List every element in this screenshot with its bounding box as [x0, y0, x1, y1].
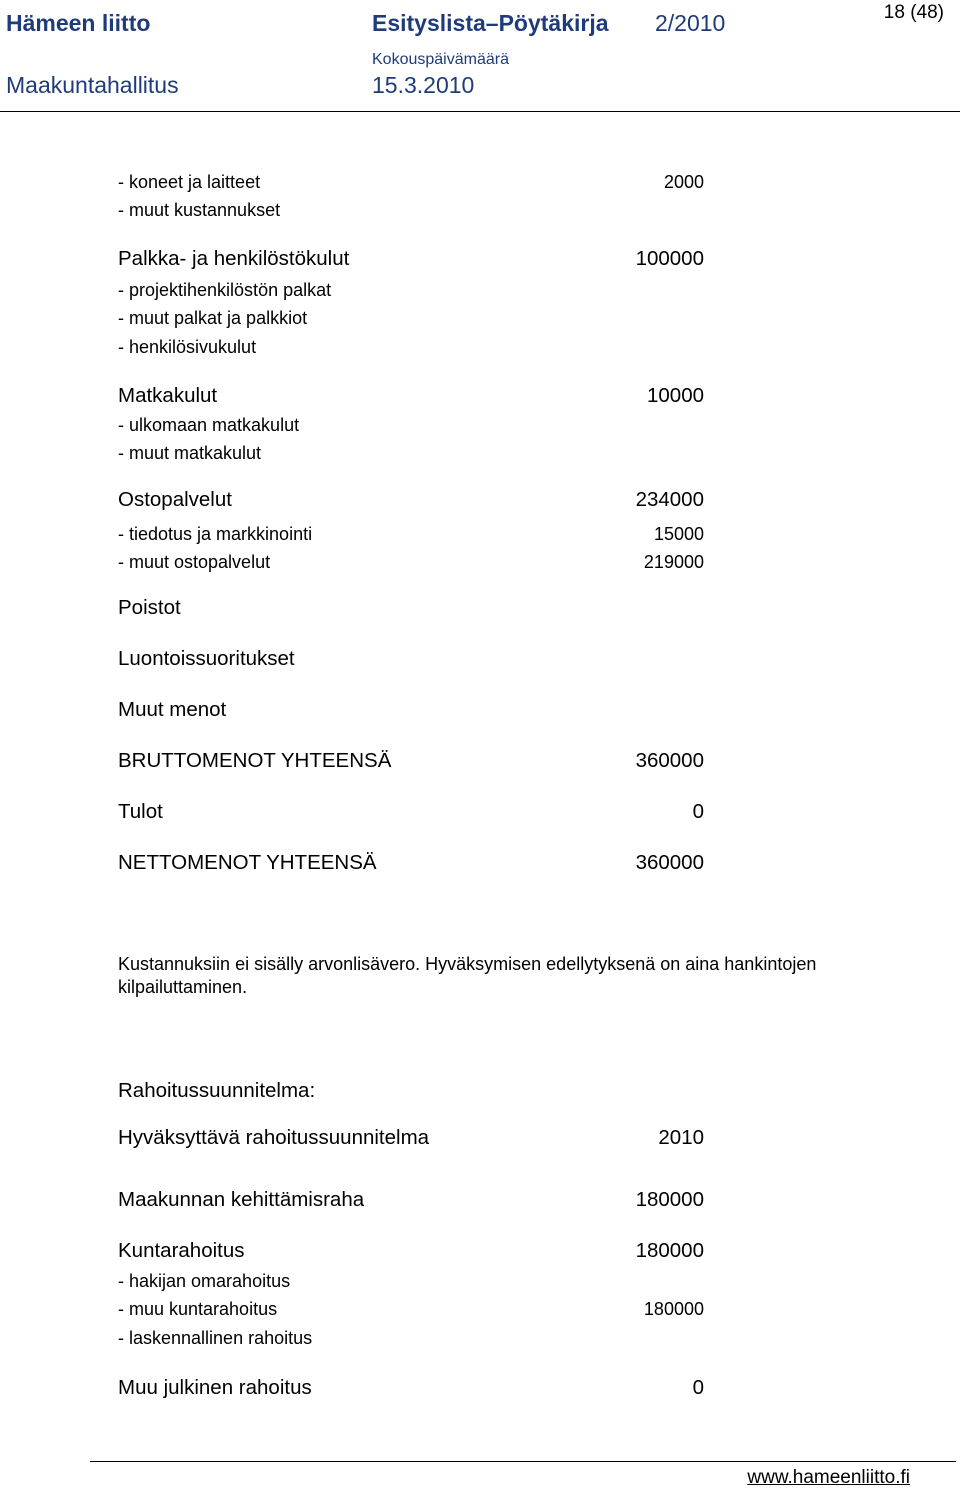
funding-label: Maakunnan kehittämisraha [118, 1188, 365, 1211]
funding-heading: Rahoitussuunnitelma: [118, 1079, 316, 1102]
footer-divider [90, 1461, 956, 1462]
income-label: Tulot [118, 800, 163, 823]
governing-body: Maakuntahallitus [6, 72, 179, 98]
funding-value: 0 [692, 1376, 704, 1399]
gross-total-value: 360000 [635, 749, 704, 772]
funding-label: Muu julkinen rahoitus [118, 1376, 312, 1399]
funding-label: Hyväksyttävä rahoitussuunnitelma [118, 1126, 430, 1149]
cost-label: - muut kustannukset [118, 200, 281, 220]
cost-value: 15000 [653, 524, 704, 544]
cost-label: - muut ostopalvelut [118, 552, 271, 572]
net-total-label: NETTOMENOT YHTEENSÄ [118, 851, 377, 874]
cost-label: - koneet ja laitteet [118, 172, 261, 192]
cost-label: - projektihenkilöstön palkat [118, 280, 332, 300]
cost-label: - muut palkat ja palkkiot [118, 308, 308, 328]
cost-value: 219000 [643, 552, 704, 572]
funding-label: - muu kuntarahoitus [118, 1299, 278, 1319]
funding-label: - laskennallinen rahoitus [118, 1328, 313, 1348]
vat-note: Kustannuksiin ei sisälly arvonlisävero. Hyväksymisen edellytyksenä on aina hankintojen [118, 954, 817, 974]
funding-value: 180000 [643, 1299, 704, 1319]
cost-label: - muut matkakulut [118, 443, 262, 463]
cost-label: Muut menot [118, 698, 227, 721]
cost-label: Poistot [118, 596, 181, 619]
org-name: Hämeen liitto [6, 10, 151, 36]
document-type: Esityslista–Pöytäkirja [372, 10, 609, 36]
header-divider [0, 111, 960, 112]
funding-value: 180000 [635, 1239, 704, 1262]
funding-label: Kuntarahoitus [118, 1239, 245, 1262]
cost-value: 100000 [635, 247, 704, 270]
cost-label: - tiedotus ja markkinointi [118, 524, 313, 544]
cost-value: 2000 [663, 172, 704, 192]
net-total-value: 360000 [635, 851, 704, 874]
cost-value: 234000 [635, 488, 704, 511]
vat-note-continued: kilpailuttaminen. [118, 977, 248, 997]
document-number: 2/2010 [655, 10, 726, 36]
cost-label: - henkilösivukulut [118, 337, 257, 357]
gross-total-label: BRUTTOMENOT YHTEENSÄ [118, 749, 392, 772]
income-value: 0 [692, 800, 704, 823]
website-link[interactable]: www.hameenliitto.fi [747, 1467, 910, 1488]
cost-label: - ulkomaan matkakulut [118, 415, 300, 435]
cost-label: Ostopalvelut [118, 488, 232, 511]
meeting-date: 15.3.2010 [372, 72, 475, 98]
date-label: Kokouspäivämäärä [372, 51, 509, 68]
cost-label: Matkakulut [118, 384, 218, 407]
funding-value: 2010 [658, 1126, 704, 1149]
page-number: 18 (48) [883, 2, 944, 23]
cost-label: Palkka- ja henkilöstökulut [118, 247, 350, 270]
funding-value: 180000 [635, 1188, 704, 1211]
funding-label: - hakijan omarahoitus [118, 1271, 291, 1291]
cost-value: 10000 [646, 384, 704, 407]
cost-label: Luontoissuoritukset [118, 647, 295, 670]
